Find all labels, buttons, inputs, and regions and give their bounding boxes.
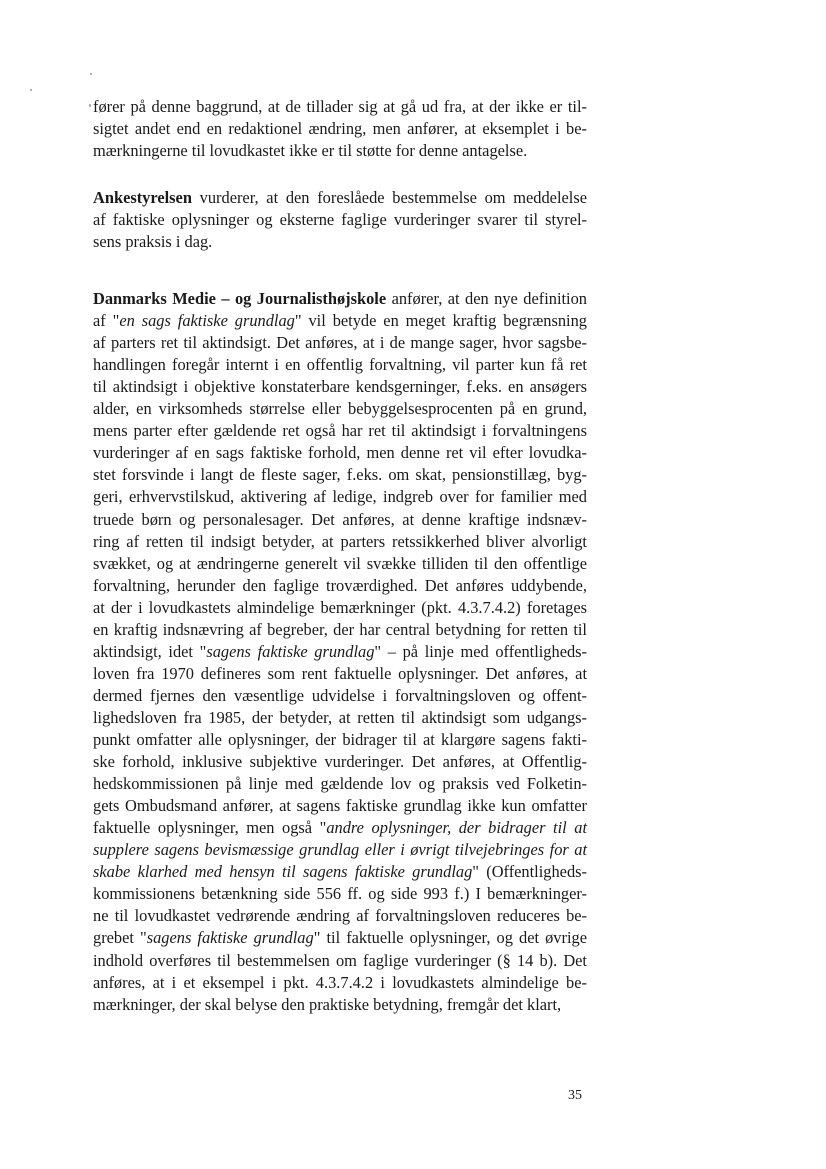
text-segment: " vil betyde en meget kraftig begrænsning bbox=[294, 311, 588, 331]
text-line bbox=[93, 685, 587, 707]
text-line bbox=[93, 663, 587, 685]
text-line bbox=[93, 209, 587, 231]
text-line bbox=[93, 883, 587, 905]
text-segment: kommissionens betænkning side 556 ff. og side 993 f.) I bemærkninger- bbox=[93, 884, 587, 904]
text-segment: ring af retten til indsigt betyder, at parters retssikkerhed bliver alvorligt bbox=[93, 531, 587, 551]
page-number: 35 bbox=[568, 1088, 582, 1103]
text-line bbox=[93, 420, 587, 442]
scan-speck bbox=[30, 89, 32, 91]
text-line bbox=[93, 231, 587, 253]
text-segment: " – på linje med offentligheds- bbox=[374, 641, 587, 661]
text-segment: punkt omfatter alle oplysninger, der bidrager til at klargøre sagens fakti- bbox=[93, 730, 587, 749]
text-segment: hedskommissionen på linje med gældende lov og praksis ved Folketin- bbox=[93, 774, 587, 794]
text-segment: alder, en virksomheds størrelse eller bebyggelsesprocenten på en grund, bbox=[93, 399, 587, 419]
text-line bbox=[93, 575, 587, 597]
text-line bbox=[93, 376, 587, 398]
text-segment: " (Offentligheds- bbox=[472, 862, 587, 882]
text-segment: faktuelle oplysninger, men også " bbox=[93, 818, 327, 838]
text-line bbox=[93, 332, 587, 354]
text-segment: svækket, og at ændringerne generelt vil svække tilliden til den offentlige bbox=[93, 553, 587, 573]
text-line bbox=[93, 310, 587, 332]
text-segment: handlingen foregår internt i en offentlig forvaltning, vil parter kun få ret bbox=[93, 355, 587, 375]
italic-text: andre oplysninger, der bidrager til at bbox=[326, 818, 588, 838]
text-segment: forvaltning, herunder den faglige troværdighed. Det anføres uddybende, bbox=[93, 575, 587, 595]
text-line bbox=[93, 861, 587, 883]
text-line bbox=[93, 619, 587, 641]
text-line bbox=[93, 398, 587, 420]
text-line bbox=[93, 839, 587, 861]
text-line bbox=[93, 288, 587, 310]
text-line bbox=[93, 994, 587, 1016]
text-segment: stet forsvinde i langt de fleste sager, f.eks. om skat, pensionstillæg, byg- bbox=[93, 465, 587, 485]
text-segment: fører på denne baggrund, at de tillader sig at gå ud fra, at der ikke er til- bbox=[93, 97, 587, 116]
bold-text: Ankestyrelsen bbox=[93, 188, 192, 207]
text-segment: vurderer, at den foreslåede bestemmelse om meddelelse bbox=[191, 188, 587, 207]
italic-text: en sags faktiske grundlag bbox=[119, 311, 295, 331]
text-line bbox=[93, 950, 587, 972]
text-line bbox=[93, 553, 587, 575]
text-line bbox=[93, 354, 587, 376]
italic-text: skabe klarhed med hensyn til sagens faktiske grundlag bbox=[93, 862, 473, 882]
text-segment: gets Ombudsmand anfører, at sagens faktiske grundlag ikke kun omfatter bbox=[93, 796, 587, 816]
text-line bbox=[93, 187, 587, 209]
text-segment: truede børn og personalesager. Det anføres, at denne kraftige indsnæv- bbox=[93, 509, 587, 529]
text-segment: grebet " bbox=[93, 928, 147, 948]
text-line bbox=[93, 597, 587, 619]
text-segment: af faktiske oplysninger og eksterne faglige vurderinger svarer til styrel- bbox=[93, 210, 587, 230]
italic-text: sagens faktiske grundlag bbox=[146, 928, 314, 948]
text-line bbox=[93, 641, 587, 663]
scan-speck bbox=[89, 104, 91, 107]
text-line bbox=[93, 817, 587, 839]
text-line bbox=[93, 751, 587, 773]
text-line bbox=[93, 486, 587, 508]
text-segment: indhold overføres til bestemmelsen om faglige vurderinger (§ 14 b). Det bbox=[93, 950, 587, 970]
text-segment: at der i lovudkastets almindelige bemærkninger (pkt. 4.3.7.4.2) foretages bbox=[93, 597, 587, 617]
text-line bbox=[93, 531, 587, 553]
text-segment: aktindsigt, idet " bbox=[93, 641, 207, 661]
text-line bbox=[93, 729, 587, 751]
text-segment: " til faktuelle oplysninger, og det øvrige bbox=[313, 928, 587, 948]
italic-text: sagens faktiske grundlag bbox=[206, 641, 375, 661]
italic-text: supplere sagens bevismæssige grundlag eller i øvrigt tilvejebringes for at bbox=[93, 840, 587, 860]
scan-speck bbox=[90, 73, 92, 75]
bold-text: Danmarks Medie – og Journalisthøjskole bbox=[93, 289, 387, 308]
text-segment: geri, erhvervstilskud, aktivering af ledige, indgreb over for familier med bbox=[93, 487, 587, 507]
text-segment: af parters ret til aktindsigt. Det anføres, at i de mange sager, hvor sagsbe- bbox=[93, 333, 587, 353]
text-segment: loven fra 1970 defineres som rent faktuelle oplysninger. Det anføres, at bbox=[93, 663, 587, 683]
text-segment: sens praksis i dag. bbox=[93, 232, 213, 252]
text-segment: anfører, at den nye definition bbox=[386, 289, 587, 308]
text-segment: til aktindsigt i objektive konstaterbare kendsgerninger, f.eks. en ansøgers bbox=[93, 377, 587, 397]
text-line bbox=[93, 773, 587, 795]
text-line bbox=[93, 140, 587, 162]
text-segment: ne til lovudkastet vedrørende ændring af forvaltningsloven reduceres be- bbox=[93, 906, 587, 926]
text-segment: lighedsloven fra 1985, der betyder, at retten til aktindsigt som udgangs- bbox=[93, 707, 587, 727]
text-segment: mens parter efter gældende ret også har ret til aktindsigt i forvaltningens bbox=[93, 421, 587, 441]
text-segment: ske forhold, inklusive subjektive vurderinger. Det anføres, at Offentlig- bbox=[93, 752, 587, 772]
text-segment: vurderinger af en sags faktiske forhold, men denne ret vil efter lovudka- bbox=[93, 443, 587, 463]
text-segment: dermed fjernes den væsentlige udvidelse i forvaltningsloven og offent- bbox=[93, 685, 587, 705]
text-line bbox=[93, 464, 587, 486]
text-segment: mærkninger, der skal belyse den praktiske betydning, fremgår det klart, bbox=[93, 994, 562, 1014]
text-line bbox=[93, 509, 587, 531]
text-line bbox=[93, 118, 587, 140]
text-line bbox=[93, 905, 587, 927]
text-line bbox=[93, 96, 587, 118]
text-segment: mærkningerne til lovudkastet ikke er til støtte for denne antagelse. bbox=[93, 141, 528, 161]
text-segment: anføres, at i et eksempel i pkt. 4.3.7.4.2 i lovudkastets almindelige be- bbox=[93, 972, 587, 992]
text-line bbox=[93, 707, 587, 729]
text-line bbox=[93, 795, 587, 817]
text-segment: af " bbox=[93, 311, 120, 331]
text-line bbox=[93, 927, 587, 949]
text-line bbox=[93, 972, 587, 994]
text-segment: en kraftig indsnævring af begreber, der har central betydning for retten til bbox=[93, 619, 587, 639]
text-segment: sigtet andet end en redaktionel ændring, men anfører, at eksemplet i be- bbox=[93, 119, 587, 139]
text-line bbox=[93, 442, 587, 464]
